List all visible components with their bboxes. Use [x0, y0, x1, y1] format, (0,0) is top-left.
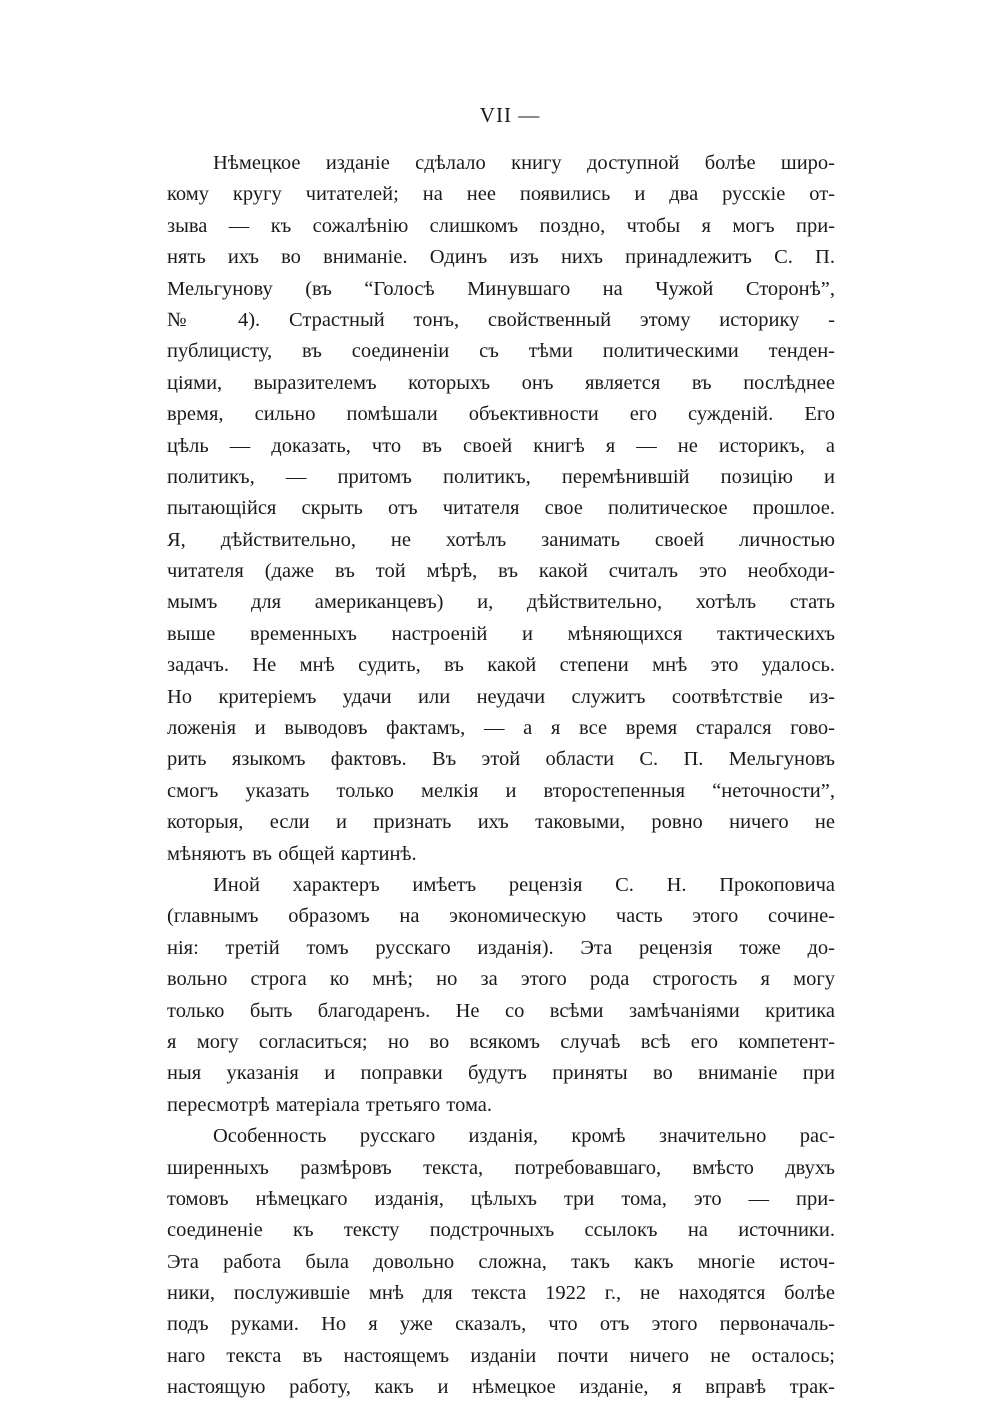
text-line: Иной характеръ имѣетъ рецензія С. Н. Прокоповича	[213, 873, 835, 896]
text-line: смогъ указать только мелкія и второстепенныя “неточности”,	[167, 779, 835, 802]
text-line: Я, дѣйствительно, не хотѣлъ занимать своей личностью	[167, 528, 835, 551]
text-line: Мельгунову (въ “Голосѣ Минувшаго на Чужой Сторонѣ”,	[167, 277, 835, 300]
text-line: Но критеріемъ удачи или неудачи служитъ соотвѣтствіе из-	[167, 685, 835, 708]
text-line: мымъ для американцевъ) и, дѣйствительно, хотѣлъ стать	[167, 591, 835, 614]
text-line: только быть благодаренъ. Не со всѣми замѣчаніями критика	[167, 999, 835, 1022]
text-line: которыя, если и признать ихъ таковыми, ровно ничего не	[167, 811, 835, 834]
text-line: № 4). Страстный тонъ, свойственный этому историку -	[167, 308, 835, 331]
text-line: ныя указанія и поправки будутъ приняты во вниманіе при	[167, 1062, 835, 1085]
body-text	[167, 148, 835, 1404]
text-line: Эта работа была довольно сложна, такъ какъ многіе источ-	[167, 1250, 835, 1273]
text-line: рить языкомъ фактовъ. Въ этой области С. П. Мельгуновъ	[167, 748, 835, 771]
text-line: публицисту, въ соединеніи съ тѣми политическими тенден-	[167, 340, 835, 363]
text-line: время, сильно помѣшали объективности его сужденій. Его	[167, 403, 835, 426]
text-line: ціями, выразителемъ которыхъ онъ является въ послѣднее	[167, 371, 835, 394]
text-line: (главнымъ образомъ на экономическую часть этого сочине-	[167, 905, 835, 928]
text-line: ложенія и выводовъ фактамъ, — а я все время старался гово-	[167, 717, 835, 740]
text-line: наго текста въ настоящемъ изданіи почти ничего не осталось;	[167, 1344, 835, 1367]
text-line: выше временныхъ настроеній и мѣняющихся тактическихъ	[167, 622, 835, 645]
text-line: Нѣмецкое изданіе сдѣлало книгу доступной болѣе широ-	[213, 152, 835, 174]
text-line: томовъ нѣмецкаго изданія, цѣлыхъ три тома, это — при-	[167, 1187, 835, 1210]
text-line: зыва — къ сожалѣнію слишкомъ поздно, чтобы я могъ при-	[167, 214, 835, 237]
text-line: ширенныхъ размѣровъ текста, потребовавшаго, вмѣсто двухъ	[167, 1156, 835, 1179]
text-line: задачъ. Не мнѣ судить, въ какой степени мнѣ это удалось.	[167, 654, 835, 677]
text-line: я могу согласиться; но во всякомъ случаѣ всѣ его компетент-	[167, 1030, 835, 1053]
text-line: читателя (даже въ той мѣрѣ, въ какой считалъ это необходи-	[167, 560, 835, 583]
page-number: VII —	[479, 103, 541, 127]
text-line: пересмотрѣ матеріала третьяго тома.	[167, 1093, 493, 1116]
text-line: мѣняютъ въ общей картинѣ.	[167, 842, 417, 865]
text-line: соединеніе къ тексту подстрочныхъ ссылокъ на источники.	[167, 1219, 835, 1242]
text-line: пытающійся скрыть отъ читателя свое политическое прошлое.	[167, 497, 835, 520]
text-line: политикъ, — притомъ политикъ, перемѣнившій позицію и	[167, 465, 835, 488]
text-line: настоящую работу, какъ и нѣмецкое изданіе, я вправѣ трак-	[167, 1376, 835, 1399]
text-line: кому кругу читателей; на нее появились и два русскіе от-	[167, 183, 835, 206]
text-line: ники, послужившіе мнѣ для текста 1922 г., не находятся болѣе	[167, 1282, 835, 1305]
text-line: Особенность русскаго изданія, кромѣ значительно рас-	[213, 1125, 835, 1148]
text-line: цѣль — доказать, что въ своей книгѣ я — не историкъ, а	[167, 434, 835, 457]
text-line: нія: третій томъ русскаго изданія). Эта рецензія тоже до-	[167, 936, 835, 959]
text-line: нять ихъ во вниманіе. Одинъ изъ нихъ принадлежитъ С. П.	[167, 246, 835, 269]
text-line: вольно строга ко мнѣ; но за этого рода строгость я могу	[167, 968, 835, 991]
text-line: подъ руками. Но я уже сказалъ, что отъ этого первоначаль-	[167, 1313, 835, 1336]
